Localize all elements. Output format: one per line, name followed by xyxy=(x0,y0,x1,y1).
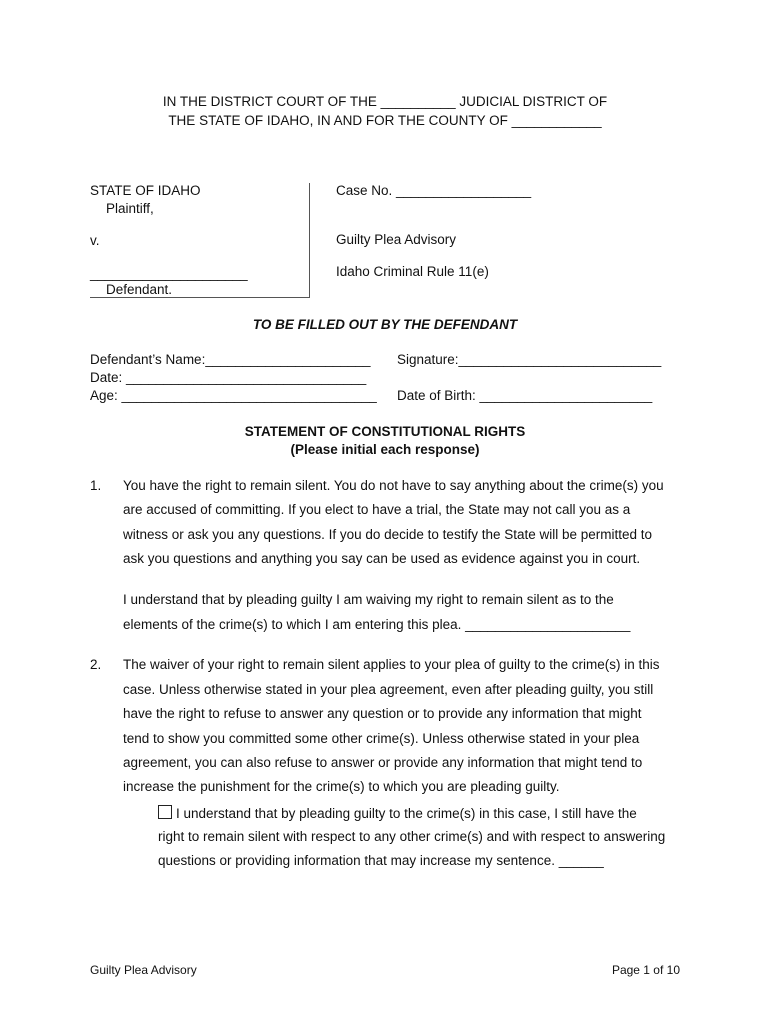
court-header-line-2: THE STATE OF IDAHO, IN AND FOR THE COUNTY OF ____________ xyxy=(168,113,602,128)
item-2-initial-field[interactable]: questions or providing information that may increase my sentence. ______ xyxy=(158,853,604,868)
footer-page-number: Page 1 of 10 xyxy=(611,963,680,977)
caption-divider xyxy=(309,183,310,298)
acknowledgment-checkbox[interactable] xyxy=(158,805,172,819)
item-2-line: case. Unless otherwise stated in your plea agreement, even after pleading guilty, you still xyxy=(123,682,654,697)
section-title: STATEMENT OF CONSTITUTIONAL RIGHTS xyxy=(244,424,526,439)
date-of-birth-input[interactable]: Date of Birth: _______________________ xyxy=(397,388,653,403)
item-1-line: You have the right to remain silent. You do not have to say anything about the crime(s) you xyxy=(123,478,664,493)
item-2-number: 2. xyxy=(90,657,102,672)
section-subtitle: (Please initial each response) xyxy=(290,442,480,457)
plaintiff-name: STATE OF IDAHO xyxy=(90,183,201,198)
case-number-field[interactable]: Case No. __________________ xyxy=(336,183,532,198)
rule-reference: Idaho Criminal Rule 11(e) xyxy=(336,264,489,279)
item-2-ack-line: right to remain silent with respect to any other crime(s) and with respect to answering xyxy=(158,829,666,844)
defendant-name-input[interactable]: Defendant’s Name:______________________ xyxy=(90,352,371,367)
court-header-line-1: IN THE DISTRICT COURT OF THE __________ JUDICIAL DISTRICT OF xyxy=(162,94,608,109)
caption-bottom-rule xyxy=(90,297,310,298)
item-1-line: are accused of committing. If you elect to have a trial, the State may not call you as a xyxy=(123,502,631,517)
item-2-line: have the right to refuse to answer any question or to provide any information that might xyxy=(123,706,642,721)
document-title: Guilty Plea Advisory xyxy=(336,232,457,247)
item-2-line: The waiver of your right to remain silent applies to your plea of guilty to the crime(s) in this xyxy=(123,657,660,672)
item-2-ack-text: I understand that by pleading guilty to the crime(s) in this case, I still have the xyxy=(176,806,637,821)
versus: v. xyxy=(90,233,100,248)
footer-document-name: Guilty Plea Advisory xyxy=(90,963,197,977)
defendant-name-field[interactable]: _____________________ xyxy=(90,266,248,281)
item-1-line: ask you questions and anything you say can be used as evidence against you in court. xyxy=(123,551,641,566)
signature-input[interactable]: Signature:___________________________ xyxy=(397,352,662,367)
plaintiff-role: Plaintiff, xyxy=(106,201,154,216)
item-1-line: witness or ask you any questions. If you do decide to testify the State will be permitted to xyxy=(123,527,653,542)
date-input[interactable]: Date: ________________________________ xyxy=(90,370,367,385)
item-2-line: increase the punishment for the crime(s) to which you are pleading guilty. xyxy=(123,779,560,794)
item-2-line: agreement, you can also refuse to answer or provide any information that might tend to xyxy=(123,755,643,770)
defendant-role: Defendant. xyxy=(106,282,173,297)
item-1-initial-field[interactable]: elements of the crime(s) to which I am entering this plea. ______________________ xyxy=(123,617,631,632)
item-1-acknowledgment: I understand that by pleading guilty I am waiving my right to remain silent as to the xyxy=(123,592,614,607)
age-input[interactable]: Age: __________________________________ xyxy=(90,388,377,403)
item-2-acknowledgment xyxy=(158,805,637,821)
item-1-number: 1. xyxy=(90,478,102,493)
item-2-line: tend to show you committed some other crime(s). Unless otherwise stated in your plea xyxy=(123,731,640,746)
fill-instructions: TO BE FILLED OUT BY THE DEFENDANT xyxy=(252,317,518,332)
